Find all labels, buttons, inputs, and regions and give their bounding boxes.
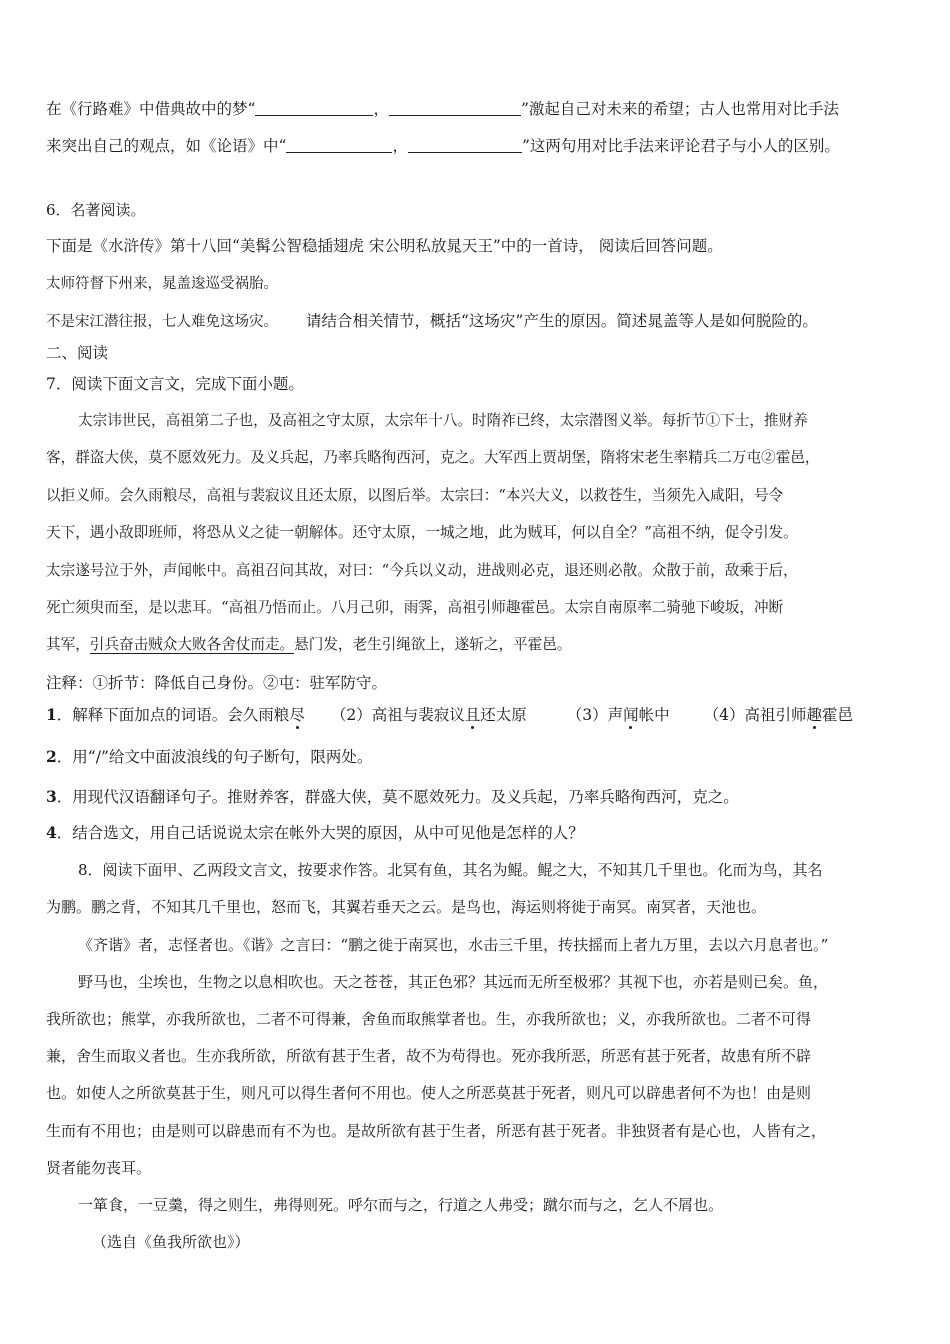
q5-line-2-text-a: 来突出自己的观点，如《论语》中“ — [46, 137, 287, 155]
q6-poem-line-2 — [46, 310, 818, 333]
subquestion-text: ．用现代汉语翻译句子。推财养客，群盛大侠，莫不愿效死力。及义兵起，乃率兵略徇西河，克之。 — [56, 788, 739, 806]
q7-subquestion-1 — [46, 704, 853, 726]
q7-passage-line: 以拒义师。会久雨粮尽，高祖与裴寂议且还太原，以图后举。太宗曰：“本兴大义，以救苍生，当须先入咸阳，号令 — [46, 487, 784, 504]
q8-line: 我所欲也；熊掌，亦我所欲也，二者不可得兼，舍鱼而取熊掌者也。生，亦我所欲也；义，亦我所欲也。二者不可得 — [46, 1010, 812, 1028]
subquestion-text: （3）声 — [566, 706, 624, 724]
subquestion-number: 2 — [46, 747, 57, 766]
dotted-word: 趣 — [806, 706, 823, 724]
q7-title: 7．阅读下面文言文，完成下面小题。 — [46, 375, 304, 393]
q8-line: 一箪食，一豆羹，得之则生，弗得则死。呼尔而与之，行道之人弗受；蹴尔而与之，乞人不屑也。 — [78, 1196, 724, 1214]
q7-note: 注释：①折节：降低自己身份。②屯：驻军防守。 — [46, 674, 388, 692]
q7-subquestion-3 — [46, 786, 739, 808]
q6-title: 6．名著阅读。 — [46, 201, 146, 219]
answer-blank[interactable] — [286, 136, 392, 153]
q7-passage-line: 太宗讳世民，高祖第二子也，及高祖之守太原，太宗年十八。时隋祚已终，太宗潜图义举。每折节①下士，推财养 — [78, 412, 808, 429]
subquestion-text: ．用“/”给文中面波浪线的句子断句，限两处。 — [56, 748, 373, 766]
q8-line: 兼，舍生而取义者也。生亦我所欲，所欲有甚于生者，故不为苟得也。死亦我所恶，所恶有甚于死者，故患有所不辟 — [46, 1047, 812, 1065]
subquestion-text: ．解释下面加点的词语。会久雨粮 — [56, 706, 290, 724]
q6-question: 请结合相关情节，概括“这场灾”产生的原因。简述晁盖等人是如何脱险的。 — [306, 312, 818, 330]
q8-line: 野马也，尘埃也，生物之以息相吹也。天之苍苍，其正色邪？其远而无所至极邪？其视下也，亦若是则已矣。鱼， — [78, 973, 829, 991]
q8-source: （选自《鱼我所欲也》） — [92, 1233, 250, 1251]
q8-line: 为鹏。鹏之背，不知其几千里也，怒而飞，其翼若垂天之云。是鸟也，海运则将徙于南冥。南冥者，天池也。 — [46, 898, 767, 916]
q7-passage-line: 天下，遇小敌即班师，将恐从义之徒一朝解体。还守太原，一城之地，此为贼耳，何以自全？”高祖不纳，促令引发。 — [46, 524, 798, 541]
q7-passage-text: 其军， — [46, 636, 90, 653]
q6-poem-text: 不是宋江潜往报，七人难免这场灾。 — [46, 314, 278, 330]
q8-line: 生而有不用也；由是则可以辟患而有不为也。是故所欲有甚于生者，所恶有甚于死者。非独贤者有是心也，人皆有之， — [46, 1122, 827, 1140]
q5-line-1-text-b: ”激起自己对未来的希望；古人也常用对比手法 — [520, 100, 839, 118]
q5-line-1 — [46, 98, 839, 120]
subquestion-text: ．结合选文，用自己话说说太宗在帐外大哭的原因，从中可见他是怎样的人？ — [56, 824, 584, 842]
q7-passage-line — [46, 634, 571, 656]
q7-subquestion-2 — [46, 746, 372, 768]
subquestion-text: （4）高祖引师 — [703, 706, 807, 724]
q7-passage-line: 太宗遂号泣于外，声闻帐中。高祖召问其故，对曰：“今兵以义动，进战则必克，退还则必散。众散于前，敌乘于后， — [46, 562, 798, 579]
subquestion-number: 4 — [46, 823, 57, 842]
q8-line: 8．阅读下面甲、乙两段文言文，按要求作答。北冥有鱼，其名为鲲。鲲之大，不知其几千里也。化而为鸟，其名 — [78, 861, 823, 879]
answer-blank[interactable] — [389, 99, 521, 116]
q5-separator: ， — [392, 137, 408, 155]
subquestion-text: 还太原 — [480, 706, 527, 724]
q5-line-1-text-a: 在《行路难》中借典故中的梦“ — [46, 100, 256, 118]
q8-line: 贤者能勿丧耳。 — [46, 1159, 152, 1177]
q5-line-2-text-b: ”这两句用对比手法来评论君子与小人的区别。 — [521, 137, 840, 155]
section-heading: 二、阅读 — [46, 344, 109, 362]
q8-line: 也。如使人之所欲莫甚于生，则凡可以得生者何不用也。使人之所恶莫甚于死者，则凡可以辟患者何不为也！由是则 — [46, 1084, 812, 1102]
wavy-underlined-sentence: 引兵奋击贼众大败各舍仗而走。 — [89, 636, 295, 653]
q8-line: 《齐谐》者，志怪者也。《谐》之言曰：“鹏之徙于南冥也，水击三千里，抟扶摇而上者九万里，去以六月息者也。” — [78, 936, 829, 954]
q7-passage-text: 悬门发，老生引绳欲上，遂斩之，平霍邑。 — [294, 636, 572, 653]
subquestion-text: （2）高祖与裴寂议 — [330, 706, 465, 724]
subquestion-text: 霍邑 — [822, 706, 854, 724]
answer-blank[interactable] — [255, 99, 373, 116]
q6-intro: 下面是《水浒传》第十八回“美髯公智稳插翅虎 宋公明私放晁天王”中的一首诗， 阅读后回答问题。 — [46, 237, 723, 255]
subquestion-number: 3 — [46, 787, 57, 806]
q7-passage-line: 死亡须臾而至，是以悲耳。“高祖乃悟而止。八月己卯，雨霁，高祖引师趣霍邑。太宗自南原率二骑驰下峻坂，冲断 — [46, 599, 784, 616]
q7-passage-line: 客，群盗大侠，莫不愿效死力。及义兵起，乃率兵略徇西河，克之。大军西上贾胡堡，隋将宋老生率精兵二万屯②霍邑， — [46, 449, 820, 466]
subquestion-number: 1 — [46, 705, 57, 724]
subquestion-text: 帐中 — [638, 706, 670, 724]
answer-blank[interactable] — [408, 136, 522, 153]
q5-line-2 — [46, 135, 840, 157]
dotted-word: 且 — [464, 706, 481, 724]
dotted-word: 闻 — [623, 706, 639, 724]
q7-subquestion-4 — [46, 822, 584, 844]
q6-poem-line-1: 太师符督下州来，晁盖逡巡受祸胎。 — [46, 276, 278, 292]
q5-separator: ， — [373, 100, 389, 118]
dotted-word: 尽 — [289, 706, 305, 724]
